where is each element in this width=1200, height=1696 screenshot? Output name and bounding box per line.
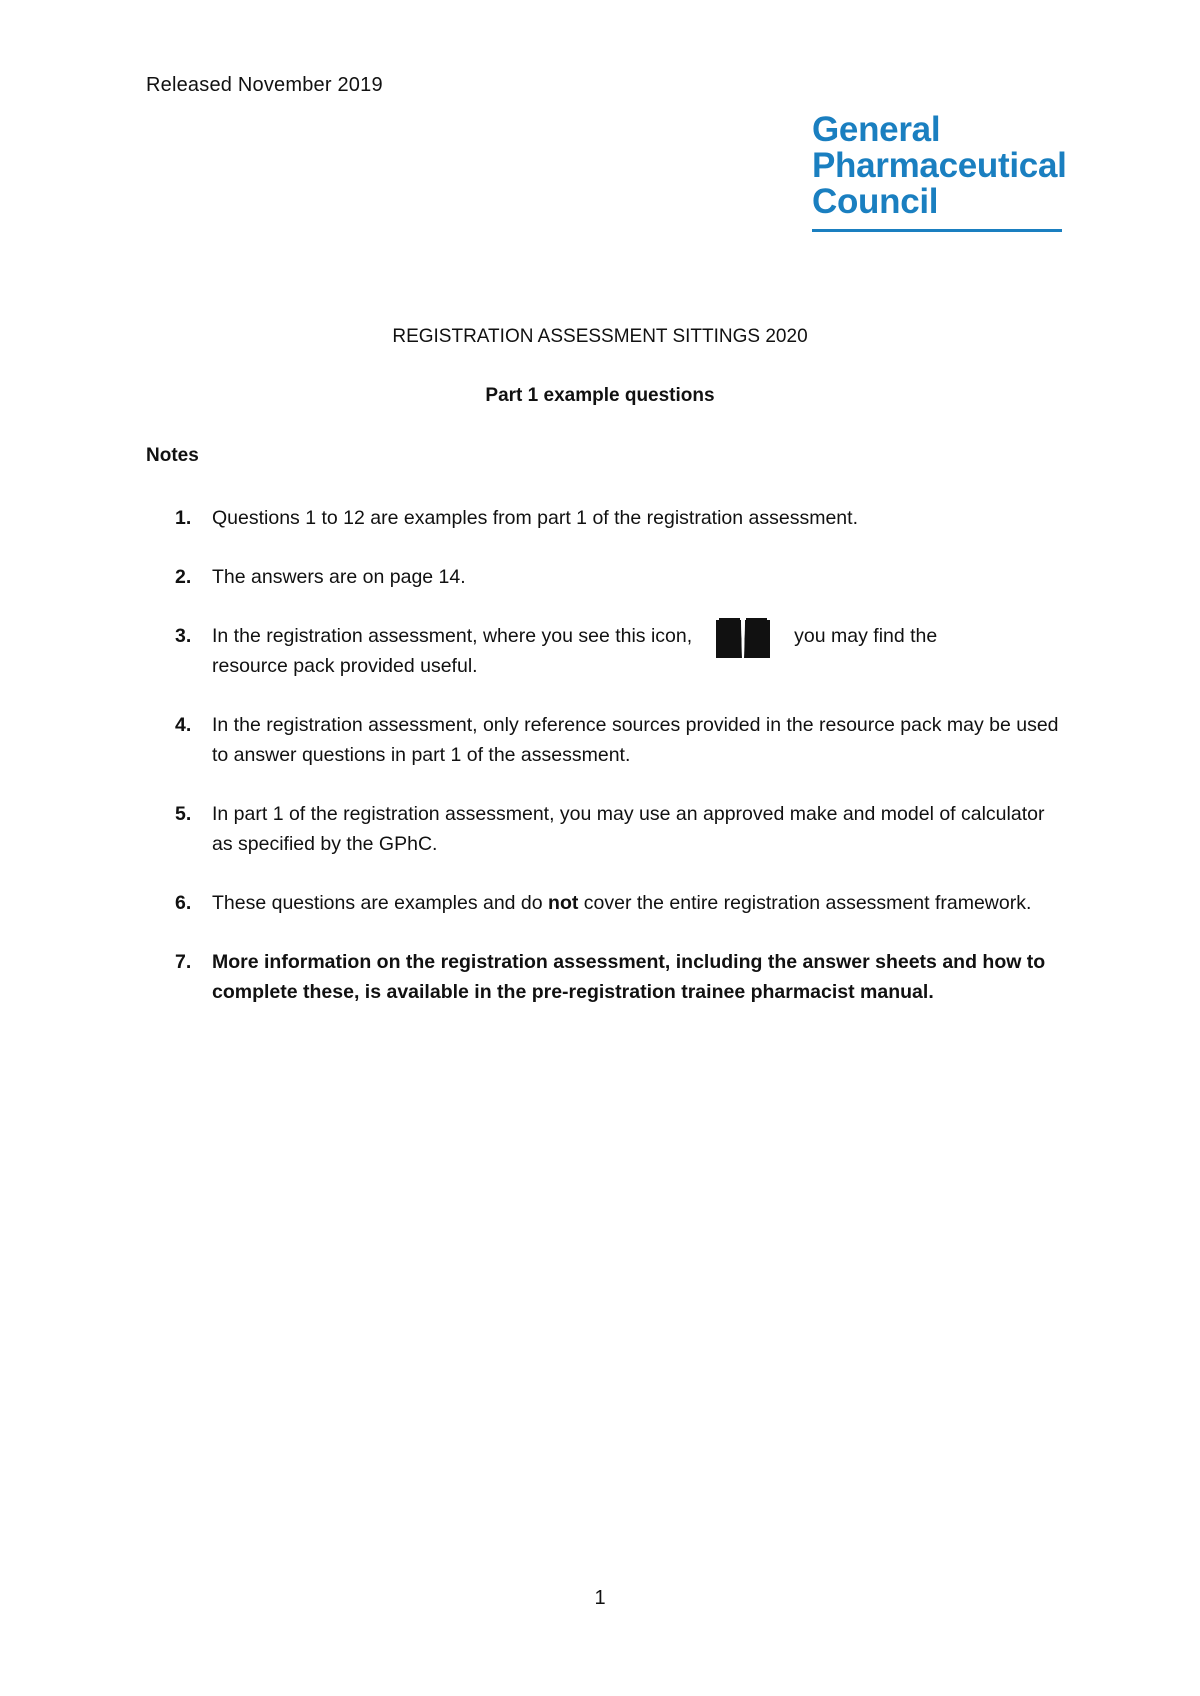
logo-line-1: General <box>812 110 941 149</box>
note-number: 6. <box>175 892 192 914</box>
note-text-before-icon: In the registration assessment, where you see this icon, <box>212 625 693 647</box>
note-number: 3. <box>175 625 192 647</box>
note-text-end: cover the entire registration assessment framework. <box>578 892 1032 914</box>
document-subtitle: Part 1 example questions <box>485 385 715 406</box>
note-text-after-icon: you may find the <box>794 625 938 647</box>
page-number: 1 <box>594 1587 606 1609</box>
logo-line-3: Council <box>812 182 939 221</box>
open-book-icon <box>714 616 772 660</box>
note-item-1 <box>146 503 1066 533</box>
document-title: REGISTRATION ASSESSMENT SITTINGS 2020 <box>392 326 808 347</box>
note-3-first-line <box>212 621 1066 651</box>
note-number: 5. <box>175 803 192 825</box>
notes-heading: Notes <box>146 445 199 466</box>
logo-underline <box>812 229 1062 232</box>
note-number: 7. <box>175 951 192 973</box>
note-item-5 <box>146 799 1066 859</box>
note-item-7 <box>146 947 1066 1007</box>
note-item-3 <box>146 621 1066 681</box>
note-3-second-line: resource pack provided useful. <box>212 655 478 677</box>
note-text-start: These questions are examples and do <box>212 892 549 914</box>
note-text <box>212 892 1031 914</box>
note-number: 4. <box>175 714 192 736</box>
note-text: More information on the registration assessment, including the answer sheets and how to complete these, is available in the pre-registration trainee pharmacist manual. <box>212 951 1046 1003</box>
note-item-4 <box>146 710 1066 770</box>
note-number: 2. <box>175 566 192 588</box>
logo-line-2: Pharmaceutical <box>812 146 1067 185</box>
note-item-6 <box>146 888 1066 918</box>
note-text: Questions 1 to 12 are examples from part 1 of the registration assessment. <box>212 507 858 529</box>
note-number: 1. <box>175 507 192 529</box>
note-text: The answers are on page 14. <box>212 566 466 588</box>
notes-list <box>146 503 1066 1036</box>
emphasis-not: not <box>548 892 579 914</box>
note-text: In part 1 of the registration assessment, you may use an approved make and model of calculator as specified by the GPhC. <box>212 803 1045 855</box>
note-item-2 <box>146 562 1066 592</box>
note-text: In the registration assessment, only reference sources provided in the resource pack may be used to answer questions in part 1 of the assessment. <box>212 714 1059 766</box>
release-date: Released November 2019 <box>146 74 383 96</box>
gphc-logo <box>812 110 1067 232</box>
